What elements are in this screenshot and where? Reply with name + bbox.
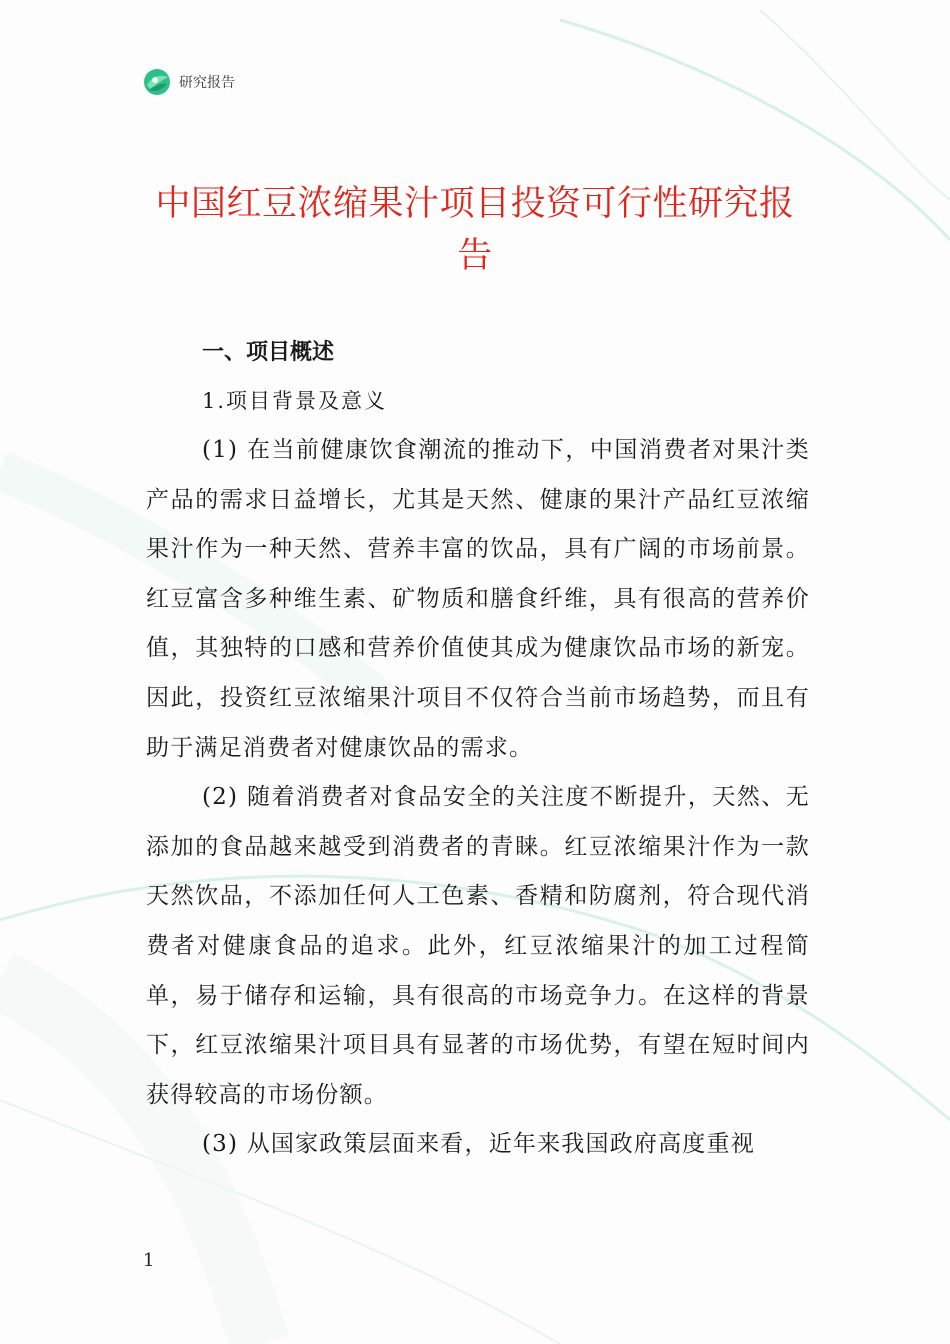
section-heading: 一、项目概述 <box>202 340 335 365</box>
paragraph-1: (1) 在当前健康饮食潮流的推动下，中国消费者对果汁类产品的需求日益增长，尤其是天然、健康的果汁产品红豆浓缩果汁作为一种天然、营养丰富的饮品，具有广阔的市场前景。红豆富含多种维生素、矿物质和膳食纤维，具有很高的营养价值，其独特的口感和营养价值使其成为健康饮品市场的新宠。因此，投资红豆浓缩果汁项目不仅符合当前市场趋势，而且有助于满足消费者对健康饮品的需求。 <box>146 437 810 761</box>
paragraph-3: (3) 从国家政策层面来看，近年来我国政府高度重视 <box>202 1131 755 1158</box>
header-label: 研究报告 <box>179 75 235 91</box>
document-title: 中国红豆浓缩果汁项目投资可行性研究报告 <box>155 184 795 276</box>
paragraph-2: (2) 随着消费者对食品安全的关注度不断提升，天然、无添加的食品越来越受到消费者的青睐。红豆浓缩果汁作为一款天然饮品，不添加任何人工色素、香精和防腐剂，符合现代消费者对健康食品的追求。此外，红豆浓缩果汁的加工过程简单，易于储存和运输，具有很高的市场竞争力。在这样的背景下，红豆浓缩果汁项目具有显著的市场优势，有望在短时间内获得较高的市场份额。 <box>146 784 810 1108</box>
report-logo-icon <box>143 68 171 96</box>
subsection-heading: 1.项目背景及意义 <box>202 389 388 413</box>
document-body <box>146 328 810 1170</box>
page-number: 1 <box>143 1250 155 1271</box>
document-header <box>143 68 235 96</box>
